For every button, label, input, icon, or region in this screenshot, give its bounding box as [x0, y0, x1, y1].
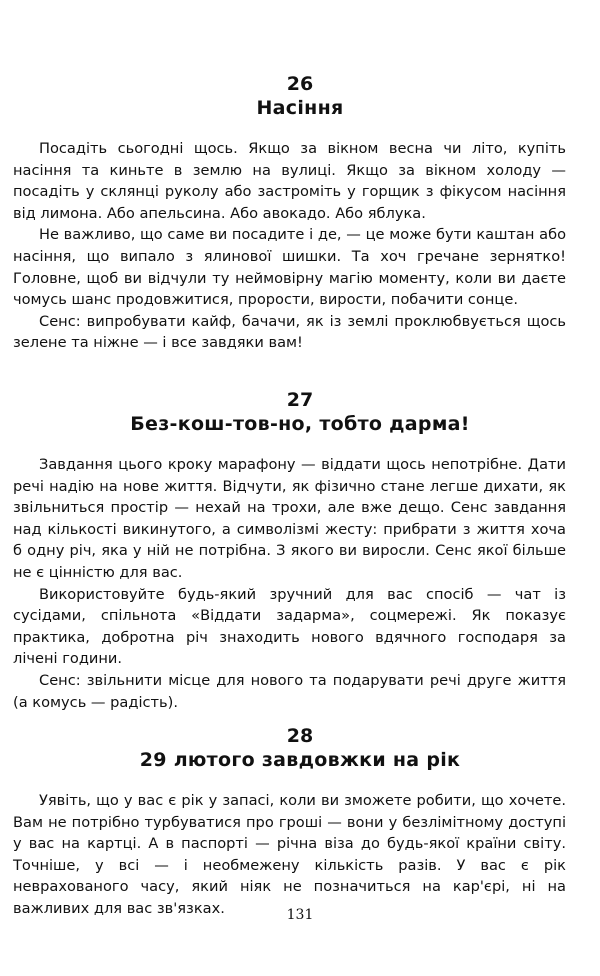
section-27	[0, 388, 600, 711]
section-number: 28	[286, 725, 314, 747]
paragraph: Завдання цього кроку марафону — віддати щось непотрібне. Дати речі надію на нове життя. Відчути, як фізично стане легше дихати, як звільниться простір — нехай на трохи, але вже дещо. Сенс завдання над кількості викинутого, а символізмі жесту: прибрати з життя хоча б одну річ, яка у ній не потрібна. З якого ви виросли. Сенс якої більше не є цінністю для вас.	[13, 456, 566, 581]
section-number: 26	[286, 73, 314, 95]
paragraph: Не важливо, що саме ви посадите і де, — це може бути каштан або насіння, що випало з ялинової шишки. Та хоч гречане зернятко! Головне, щоб ви відчули ту неймовірну магію моменту, коли ви даєте чомусь шанс продовжитися, прорости, вирости, побачити сонце.	[13, 226, 566, 309]
section-title: Без-кош-тов-но, тобто дарма!	[130, 413, 470, 435]
section-body	[0, 138, 600, 354]
paragraph: Використовуйте будь-який зручний для вас спосіб — чат із сусідами, спільнота «Віддати задарма», соцмережі. Як показує практика, добротна річ знаходить нового вдячного господаря за лічені години.	[13, 585, 566, 668]
paragraph: Сенс: звільнити місце для нового та подарувати речі друге життя (а комусь — радість).	[13, 671, 566, 711]
section-number: 27	[286, 389, 314, 411]
section-body	[0, 454, 600, 713]
page-number: 131	[286, 907, 314, 923]
paragraph: Сенс: випробувати кайф, бачачи, як із землі проклюбвується щось зелене та ніжне — і все завдяки вам!	[13, 312, 566, 352]
section-body	[0, 790, 600, 920]
section-title: Насіння	[256, 97, 344, 119]
section-26	[0, 72, 600, 352]
paragraph: Посадіть сьогодні щось. Якщо за вікном весна чи літо, купіть насіння та киньте в землю на вулиці. Якщо за вікном холоду — посадіть у склянці руколу або застроміть у горщик з фікусом насіння від лимона. Або апельсина. Або авокадо. Або яблука.	[13, 140, 566, 222]
paragraph: Уявіть, що у вас є рік у запасі, коли ви зможете робити, що хочете. Вам не потрібно турбуватися про гроші — вони у безлімітному доступі у вас на картці. А в паспорті — річна віза до будь-якої країни світу. Точніше, у всі — і необмежену кількість разів. У вас є рік неврахованого часу, який ніяк не позначиться на кар'єрі, ні на важливих для вас зв'язках.	[13, 792, 566, 917]
section-title: 29 лютого завдовжки на рік	[139, 749, 461, 771]
